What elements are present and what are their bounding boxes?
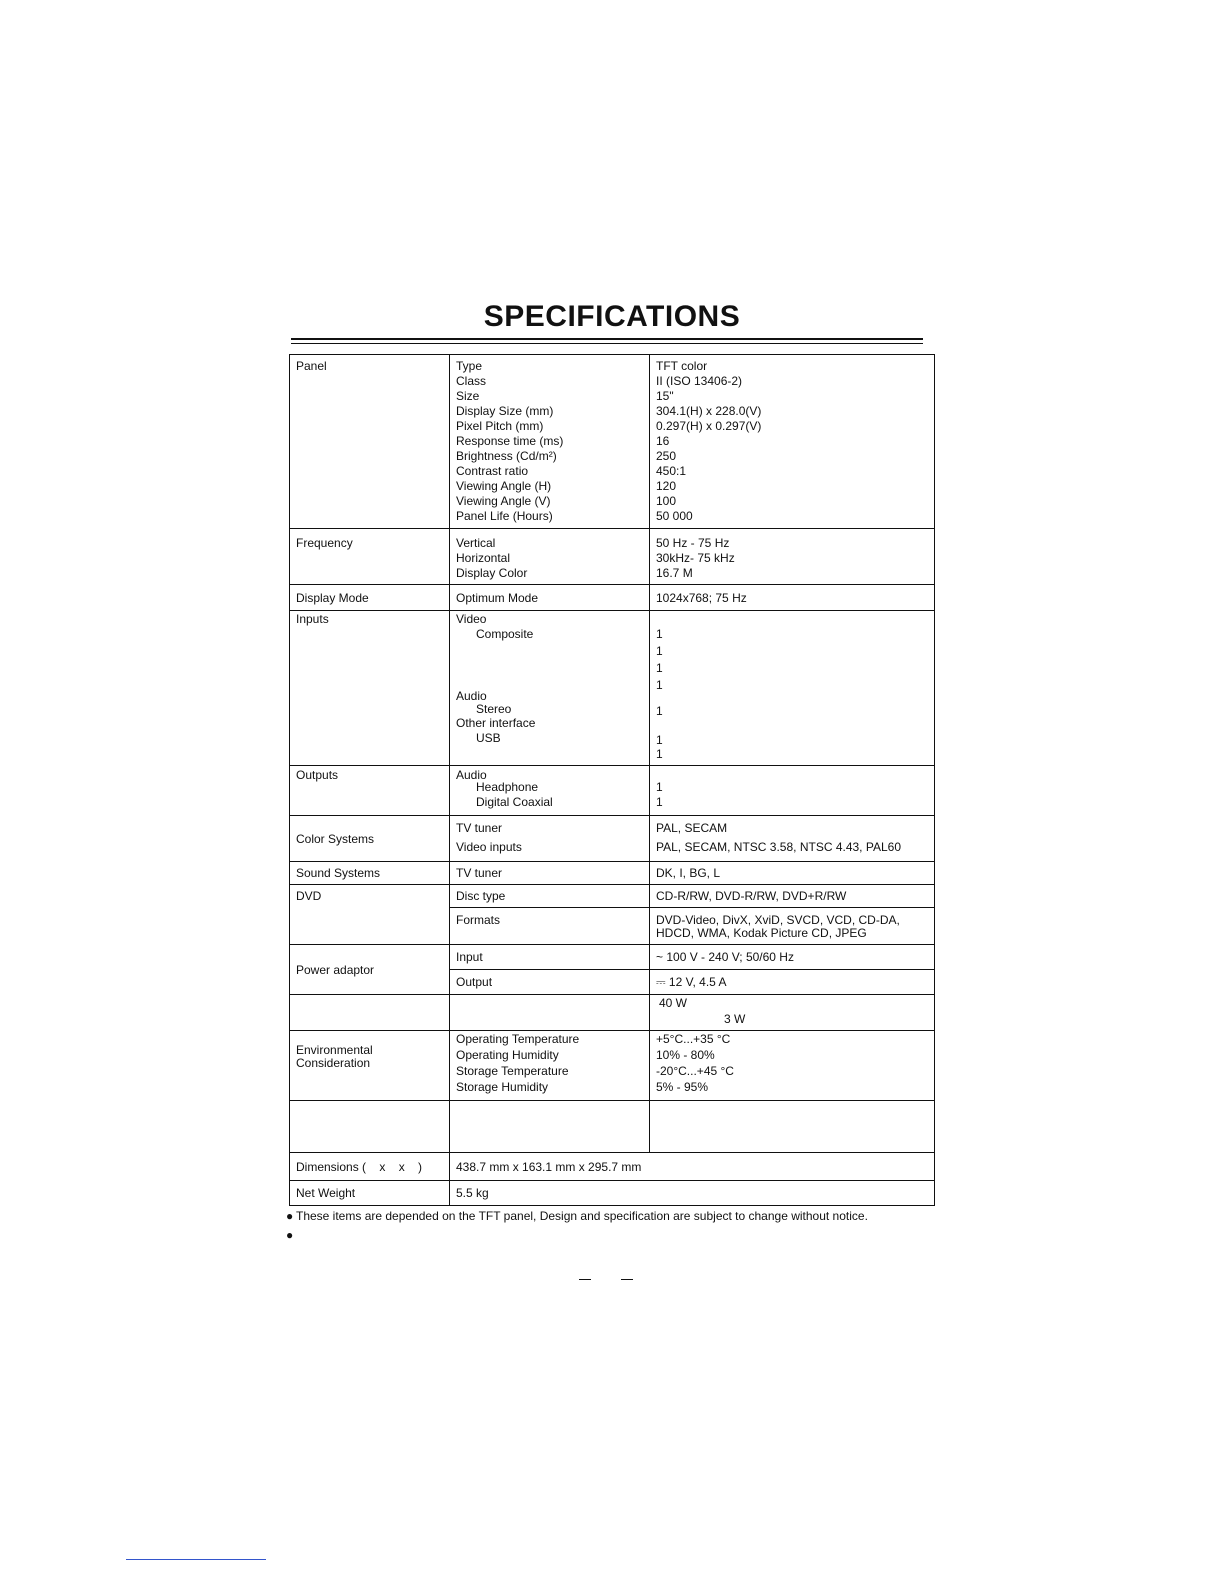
- spec-items: [450, 611, 650, 766]
- spec-value: PAL, SECAM, NTSC 3.58, NTSC 4.43, PAL60: [656, 840, 901, 854]
- spec-items: [450, 355, 650, 529]
- spec-item: Storage Temperature: [456, 1064, 569, 1078]
- spec-value: ~ 100 V - 240 V; 50/60 Hz: [650, 945, 935, 970]
- spec-items: [450, 816, 650, 862]
- spec-value: 5.5 kg: [450, 1181, 935, 1206]
- spec-value: CD-R/RW, DVD-R/RW, DVD+R/RW: [650, 885, 935, 908]
- spec-item: Other interface: [456, 716, 536, 730]
- footnote: [286, 1207, 868, 1226]
- specifications-table: [289, 354, 935, 1206]
- spec-value: 16: [656, 434, 670, 448]
- spec-value: 1: [656, 627, 663, 641]
- spec-item: Digital Coaxial: [476, 795, 553, 809]
- spec-item: Audio: [456, 768, 487, 782]
- table-row-power-input: [290, 945, 935, 970]
- spec-items: [450, 529, 650, 585]
- spec-value: 1: [656, 780, 663, 794]
- table-row-inputs: [290, 611, 935, 766]
- spec-value: 50 000: [656, 509, 693, 523]
- spec-item: Disc type: [450, 885, 650, 908]
- table-row-frequency: [290, 529, 935, 585]
- spec-value: 0.297(H) x 0.297(V): [656, 419, 762, 433]
- bullet-icon: ●: [286, 1228, 294, 1242]
- spec-items: [450, 1031, 650, 1101]
- spec-value: 15": [656, 389, 674, 403]
- spec-value: 1: [656, 704, 663, 718]
- category-label: DVD: [290, 885, 450, 945]
- spec-item: Optimum Mode: [450, 585, 650, 611]
- spec-value: 30kHz- 75 kHz: [656, 551, 735, 565]
- blank-cell: [290, 1101, 450, 1153]
- table-row-outputs: [290, 766, 935, 816]
- spec-value: 40 W: [659, 996, 688, 1010]
- spec-values: [650, 766, 935, 816]
- spec-values: [650, 908, 935, 945]
- table-row-power-consumption: [290, 995, 935, 1031]
- spec-value: 10% - 80%: [656, 1048, 715, 1062]
- spec-item: Headphone: [476, 780, 539, 794]
- spec-value: 304.1(H) x 228.0(V): [656, 404, 762, 418]
- spec-value: 250: [656, 449, 677, 463]
- category-label-line: Environmental: [296, 1043, 373, 1057]
- spec-item: Size: [456, 389, 480, 403]
- spec-values: [650, 816, 935, 862]
- spec-value: 1: [656, 644, 663, 658]
- spec-values: [650, 611, 935, 766]
- spec-item: Class: [456, 374, 487, 388]
- spec-item: Horizontal: [456, 551, 511, 565]
- spec-value: 1024x768; 75 Hz: [650, 585, 935, 611]
- footnote: [286, 1226, 868, 1245]
- spec-item: Type: [456, 359, 483, 373]
- spec-value: II (ISO 13406-2): [656, 374, 743, 388]
- table-row-panel: [290, 355, 935, 529]
- spec-value: 1: [656, 661, 663, 675]
- table-row-sound-systems: [290, 862, 935, 885]
- spec-item: Stereo: [476, 702, 512, 716]
- footer-line: [126, 1559, 266, 1560]
- spec-item: Input: [450, 945, 650, 970]
- spec-item: Video: [456, 612, 487, 626]
- bullet-icon: ●: [286, 1209, 294, 1223]
- spec-items: [450, 995, 650, 1031]
- spec-value: 450:1: [656, 464, 687, 478]
- spec-item: Display Color: [456, 566, 528, 580]
- table-row-color-systems: [290, 816, 935, 862]
- spec-value: 100: [656, 494, 677, 508]
- spec-values: [650, 529, 935, 585]
- category-label: Net Weight: [290, 1181, 450, 1206]
- blank-cell: [650, 1101, 935, 1153]
- spec-value: 1: [656, 733, 663, 747]
- spec-values: [650, 355, 935, 529]
- spec-item: Video inputs: [456, 840, 522, 854]
- category-label: Dimensions ( x x ): [290, 1153, 450, 1181]
- table-row-environmental: [290, 1031, 935, 1101]
- spec-value: 1: [656, 795, 663, 809]
- spec-value: DVD-Video, DivX, XviD, SVCD, VCD, CD-DA,: [656, 913, 900, 927]
- title-rule-thick: [291, 338, 923, 340]
- spec-item: Operating Humidity: [456, 1048, 559, 1062]
- spec-value: TFT color: [656, 359, 708, 373]
- spec-item: Operating Temperature: [456, 1032, 580, 1046]
- page-number-dash-left: [579, 1279, 591, 1280]
- spec-value: -20°C...+45 °C: [656, 1064, 734, 1078]
- spec-value: 120: [656, 479, 677, 493]
- spec-value: HDCD, WMA, Kodak Picture CD, JPEG: [656, 926, 867, 940]
- spec-value: 1: [656, 678, 663, 692]
- spec-item: Composite: [476, 627, 534, 641]
- page-number-dash-right: [621, 1279, 633, 1280]
- spec-item: Pixel Pitch (mm): [456, 419, 544, 433]
- spec-value: 16.7 M: [656, 566, 693, 580]
- category-label: Color Systems: [290, 816, 450, 862]
- category-label: Power adaptor: [290, 945, 450, 995]
- spec-item: Output: [450, 970, 650, 995]
- blank-cell: [450, 1101, 650, 1153]
- spec-item: Audio: [456, 689, 487, 703]
- spec-items: [450, 766, 650, 816]
- table-row-dvd-disc: [290, 885, 935, 908]
- category-label: [290, 995, 450, 1031]
- spec-value: ⎓ 12 V, 4.5 A: [650, 970, 935, 995]
- category-label: Inputs: [290, 611, 450, 766]
- spec-value: 5% - 95%: [656, 1080, 709, 1094]
- spec-value: 3 W: [724, 1012, 746, 1026]
- spec-item: Formats: [450, 908, 650, 945]
- spec-item: Brightness (Cd/m²): [456, 449, 557, 463]
- footnote-text: These items are depended on the TFT panel, Design and specification are subject to change without notice.: [296, 1209, 868, 1223]
- footnotes: [286, 1207, 868, 1245]
- table-row-display-mode: [290, 585, 935, 611]
- spec-item: TV tuner: [456, 821, 503, 835]
- spec-item: TV tuner: [450, 862, 650, 885]
- spec-values: [650, 1031, 935, 1101]
- category-label: Sound Systems: [290, 862, 450, 885]
- spec-value: 438.7 mm x 163.1 mm x 295.7 mm: [450, 1153, 935, 1181]
- table-row-blank: [290, 1101, 935, 1153]
- spec-value: 1: [656, 747, 663, 761]
- table-row-dimensions: [290, 1153, 935, 1181]
- category-label: Display Mode: [290, 585, 450, 611]
- spec-item: Display Size (mm): [456, 404, 554, 418]
- table-row-net-weight: [290, 1181, 935, 1206]
- spec-item: Response time (ms): [456, 434, 564, 448]
- spec-value: PAL, SECAM: [656, 821, 728, 835]
- spec-item: Vertical: [456, 536, 496, 550]
- category-label: [290, 1031, 450, 1101]
- category-label: Frequency: [290, 529, 450, 585]
- category-label: Panel: [290, 355, 450, 529]
- page-title: SPECIFICATIONS: [483, 300, 741, 333]
- category-label-line: Consideration: [296, 1056, 371, 1070]
- spec-value: +5°C...+35 °C: [656, 1032, 731, 1046]
- spec-item: Viewing Angle (H): [456, 479, 552, 493]
- title-rule-thin: [291, 343, 923, 344]
- spec-item: Panel Life (Hours): [456, 509, 553, 523]
- category-label: Outputs: [290, 766, 450, 816]
- spec-item: USB: [476, 731, 501, 745]
- spec-value: 50 Hz - 75 Hz: [656, 536, 730, 550]
- spec-values: [650, 995, 935, 1031]
- spec-value: DK, I, BG, L: [650, 862, 935, 885]
- spec-item: Contrast ratio: [456, 464, 529, 478]
- spec-item: Storage Humidity: [456, 1080, 549, 1094]
- spec-item: Viewing Angle (V): [456, 494, 551, 508]
